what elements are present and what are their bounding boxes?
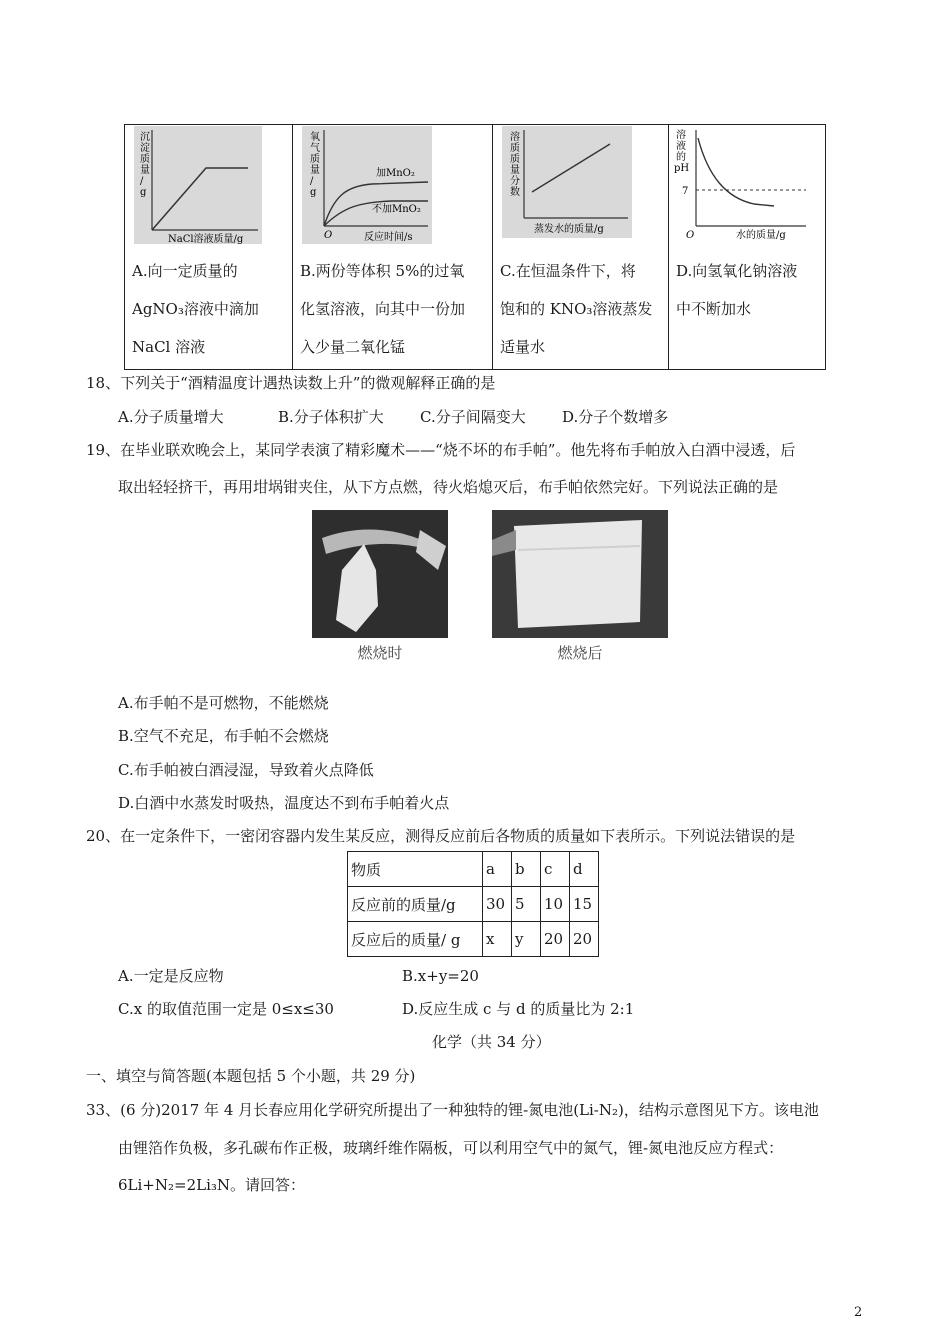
table-cell: 反应前的质量/g <box>348 887 483 922</box>
q19-option-c: C.布手帕被白酒浸湿，导致着火点降低 <box>118 761 374 779</box>
graph-a <box>134 126 262 244</box>
table-cell: 20 <box>541 922 570 957</box>
q18-option-d: D.分子个数增多 <box>562 408 669 426</box>
table-border <box>124 369 826 370</box>
table-border <box>492 124 493 370</box>
photo-after-burning <box>492 510 668 638</box>
table-cell: c <box>541 852 570 887</box>
table-cell: 15 <box>570 887 599 922</box>
table-border <box>124 124 826 125</box>
table-cell: a <box>483 852 512 887</box>
table-border <box>825 124 826 370</box>
graph-d-tick-7: 7 <box>682 186 689 197</box>
options-table <box>124 124 826 370</box>
graph-b-x-label: 反应时间/s <box>364 232 413 243</box>
graph-d-origin: O <box>686 230 695 241</box>
graph-a-x-label: NaCl溶液质量/g <box>168 234 244 244</box>
q33-line2: 由锂箔作负极，多孔碳布作正极，玻璃纤维作隔板，可以利用空气中的氮气，锂-氮电池反应方程式： <box>118 1139 784 1157</box>
option-c-line: 饱和的 KNO₃溶液蒸发 <box>500 300 653 318</box>
option-a-line: AgNO₃溶液中滴加 <box>132 300 259 318</box>
table-cell: 物质 <box>348 852 483 887</box>
q19-option-d: D.白酒中水蒸发时吸热，温度达不到布手帕着火点 <box>118 794 450 812</box>
option-b-line: 入少量二氧化锰 <box>300 338 406 356</box>
part-heading: 一、填空与简答题(本题包括 5 个小题，共 29 分) <box>86 1067 416 1085</box>
option-a-text <box>132 252 290 366</box>
photo-burning <box>312 510 448 638</box>
q19-stem-line2: 取出轻轻挤干，再用坩埚钳夹住，从下方点燃，待火焰熄灭后，布手帕依然完好。下列说法正确的是 <box>118 478 779 496</box>
option-c-text <box>500 252 668 366</box>
graph-c-y-label: 溶质质量分数 <box>510 132 520 198</box>
table-border <box>668 124 669 370</box>
table-cell: 10 <box>541 887 570 922</box>
table-cell: d <box>570 852 599 887</box>
table-cell: 反应后的质量/ g <box>348 922 483 957</box>
graph-d-x-label: 水的质量/g <box>736 230 786 241</box>
q18-option-c: C.分子间隔变大 <box>420 408 526 426</box>
q20-option-d: D.反应生成 c 与 d 的质量比为 2:1 <box>402 1000 635 1018</box>
q33-line3: 6Li+N₂=2Li₃N。请回答： <box>118 1176 306 1194</box>
option-a-line: A.向一定质量的 <box>132 262 238 280</box>
table-border <box>124 124 125 370</box>
option-b-line: 化氢溶液，向其中一份加 <box>300 300 466 318</box>
graph-a-y-label: 沉淀质量/ g <box>140 132 150 198</box>
page-number: 2 <box>854 1305 863 1320</box>
option-a-line: NaCl 溶液 <box>132 338 206 356</box>
curve-label-mno2: 加MnO₂ <box>376 168 415 179</box>
q18-option-a: A.分子质量增大 <box>118 408 224 426</box>
table-cell: b <box>512 852 541 887</box>
option-b-line: B.两份等体积 5%的过氧 <box>300 262 465 280</box>
graph-c-x-label: 蒸发水的质量/g <box>534 224 604 235</box>
table-row <box>348 922 599 957</box>
q20-option-a: A.一定是反应物 <box>118 967 224 985</box>
section-title: 化学（共 34 分） <box>432 1033 551 1051</box>
table-border <box>292 124 293 370</box>
table-cell: 30 <box>483 887 512 922</box>
table-cell: x <box>483 922 512 957</box>
option-b-text <box>300 252 492 366</box>
q33-line1: 33、(6 分)2017 年 4 月长春应用化学研究所提出了一种独特的锂-氮电池(Li-N₂)，结构示意图见下方。该电池 <box>86 1101 819 1119</box>
option-c-line: C.在恒温条件下，将 <box>500 262 636 280</box>
mass-table <box>347 851 599 957</box>
graph-b <box>302 126 432 244</box>
option-d-text <box>676 252 824 328</box>
photo-caption-burning: 燃烧时 <box>357 644 403 662</box>
table-row <box>348 887 599 922</box>
q18-option-b: B.分子体积扩大 <box>278 408 384 426</box>
table-cell: 20 <box>570 922 599 957</box>
curve-label-no-mno2: 不加MnO₂ <box>372 204 421 215</box>
graph-d <box>674 126 810 244</box>
table-cell: 5 <box>512 887 541 922</box>
option-d-line: D.向氢氧化钠溶液 <box>676 262 798 280</box>
q19-option-a: A.布手帕不是可燃物，不能燃烧 <box>118 694 329 712</box>
option-c-line: 适量水 <box>500 338 546 356</box>
photo-caption-after: 燃烧后 <box>557 644 603 662</box>
q20-stem: 20、在一定条件下，一密闭容器内发生某反应，测得反应前后各物质的质量如下表所示。下列说法错误的是 <box>86 827 796 845</box>
q19-option-b: B.空气不充足，布手帕不会燃烧 <box>118 727 329 745</box>
q19-stem-line1: 19、在毕业联欢晚会上，某同学表演了精彩魔术——“烧不坏的布手帕”。他先将布手帕放入白酒中浸透，后 <box>86 441 796 459</box>
option-d-line: 中不断加水 <box>676 300 752 318</box>
q18-stem: 18、下列关于“酒精温度计遇热读数上升”的微观解释正确的是 <box>86 374 496 392</box>
table-cell: y <box>512 922 541 957</box>
q20-option-c: C.x 的取值范围一定是 0≤x≤30 <box>118 1000 334 1018</box>
graph-c <box>502 126 632 238</box>
q20-option-b: B.x+y=20 <box>402 967 479 985</box>
graph-b-y-label: 氧气质量/ g <box>310 132 320 198</box>
graph-d-y-label: 溶液的 pH <box>674 130 690 174</box>
graph-b-origin: O <box>324 230 333 241</box>
table-row <box>348 852 599 887</box>
